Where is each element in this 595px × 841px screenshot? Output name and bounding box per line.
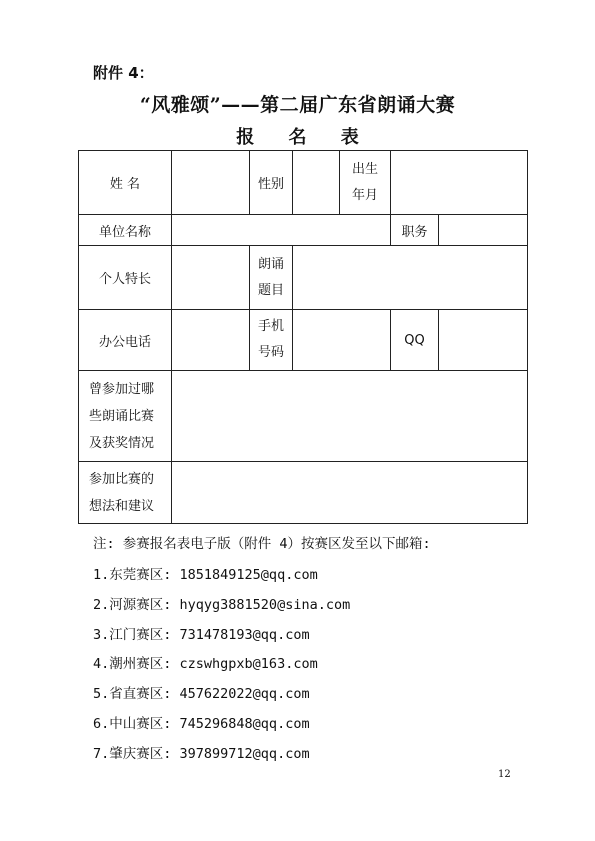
registration-form-table (78, 150, 528, 524)
attachment-label: 附件 4： (93, 64, 154, 82)
ideas-label (79, 462, 172, 524)
birth-date-label (340, 151, 391, 215)
document-title: “风雅颂”——第二届广东省朗诵大赛 (139, 94, 456, 116)
birth-label-line1: 出生 (351, 161, 378, 177)
unit-field[interactable] (172, 215, 391, 246)
region-label: 6.中山赛区: (93, 716, 172, 732)
region-label: 5.省直赛区: (93, 686, 172, 702)
history-label-line3: 及获奖情况 (89, 435, 155, 451)
list-item (93, 712, 310, 732)
gender-label: 性别 (250, 151, 293, 215)
recite-title-field[interactable] (293, 246, 528, 310)
region-label: 3.江门赛区: (93, 627, 172, 643)
mobile-label-line1: 手机 (257, 319, 284, 334)
list-item (93, 623, 310, 643)
history-label-line1: 曾参加过哪 (89, 381, 155, 397)
list-item (93, 563, 318, 583)
email-address: 731478193@qq.com (179, 627, 310, 643)
email-address: hyqyg3881520@sina.com (179, 597, 351, 613)
mobile-field[interactable] (293, 310, 391, 371)
history-label-line2: 些朗诵比赛 (89, 408, 155, 424)
list-item (93, 652, 318, 672)
ideas-label-line1: 参加比赛的 (89, 471, 155, 487)
competition-history-label (79, 371, 172, 462)
qq-label: QQ (391, 310, 439, 371)
region-label: 7.肇庆赛区: (93, 746, 172, 762)
page-number: 12 (498, 769, 511, 780)
competition-history-field[interactable] (172, 371, 528, 462)
specialty-field[interactable] (172, 246, 250, 310)
gender-field[interactable] (293, 151, 340, 215)
email-address: 745296848@qq.com (179, 716, 310, 732)
mobile-label (250, 310, 293, 371)
position-field[interactable] (439, 215, 528, 246)
list-item (93, 682, 310, 702)
recite-label-line2: 题目 (257, 282, 284, 298)
name-label: 姓 名 (79, 151, 172, 215)
position-label: 职务 (391, 215, 439, 246)
ideas-label-line2: 想法和建议 (89, 498, 155, 514)
email-address: czswhgpxb@163.com (179, 656, 318, 672)
birth-label-line2: 年月 (351, 187, 378, 203)
region-label: 2.河源赛区: (93, 597, 172, 613)
list-item (93, 742, 310, 762)
region-label: 1.东莞赛区: (93, 567, 172, 583)
region-label: 4.潮州赛区: (93, 656, 172, 672)
specialty-label: 个人特长 (79, 246, 172, 310)
recite-label-line1: 朗诵 (257, 256, 284, 272)
list-item (93, 593, 350, 613)
form-subtitle: 报 名 表 (236, 127, 373, 148)
qq-field[interactable] (439, 310, 528, 371)
notes-intro: 注: 参赛报名表电子版（附件 4）按赛区发至以下邮箱: (93, 536, 431, 552)
mobile-label-line2: 号码 (257, 345, 284, 360)
name-field[interactable] (172, 151, 250, 215)
ideas-field[interactable] (172, 462, 528, 524)
email-address: 457622022@qq.com (179, 686, 310, 702)
office-phone-field[interactable] (172, 310, 250, 371)
email-address: 1851849125@qq.com (179, 567, 318, 583)
unit-label: 单位名称 (79, 215, 172, 246)
email-address: 397899712@qq.com (179, 746, 310, 762)
recite-title-label (250, 246, 293, 310)
office-phone-label: 办公电话 (79, 310, 172, 371)
birth-date-field[interactable] (391, 151, 528, 215)
